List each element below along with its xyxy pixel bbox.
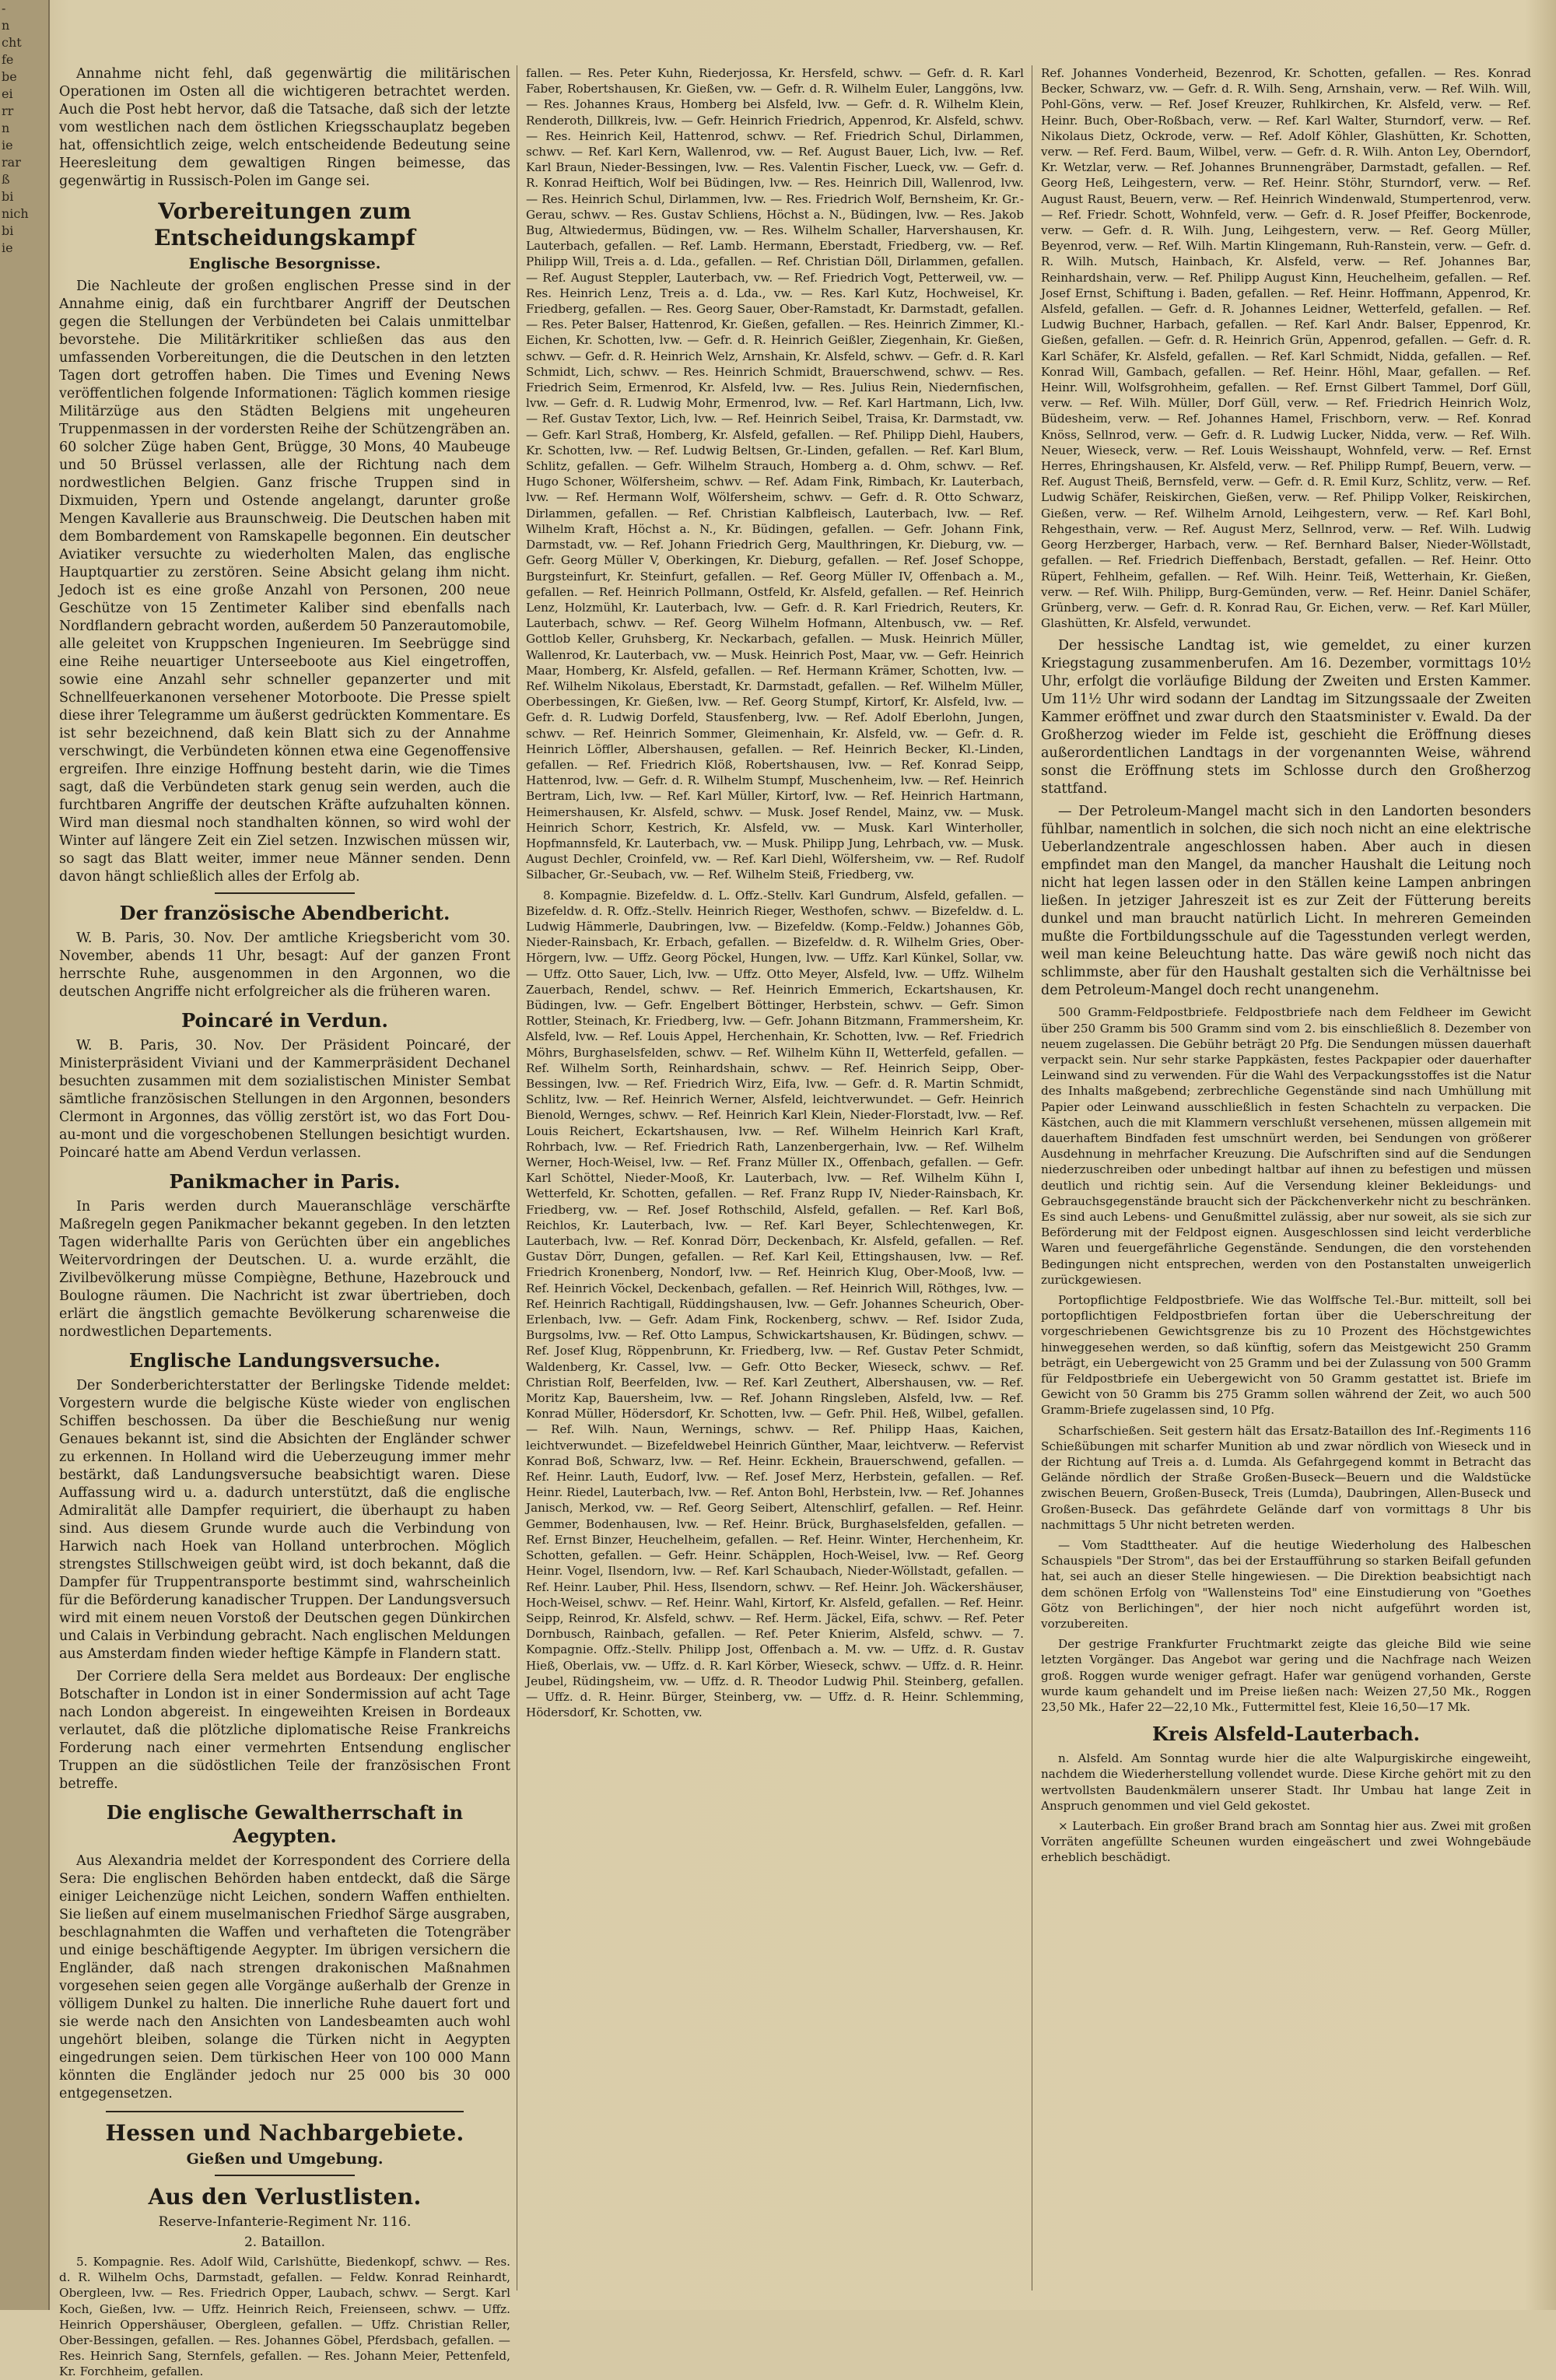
gutter-fragment: ie [2,138,13,152]
article-paragraph: Der Sonderberichterstatter der Berlingske Tidende meldet: Vorgestern wurde die belgische Küste wieder von englischen Schiffen beschossen. Da über die Beschießung nur wenig Genaues bekannt ist, sind die Absichten der Engländer schwer zu erkennen. In Holland wird die Ueberzeugung immer mehr bestärkt, daß Landungsversuche beabsichtigt waren. Diese Auffassung wird u. a. dadurch unterstützt, daß die englische Admiralität alle Dampfer requiriert, die überhaupt zu haben sind. Aus diesem Grunde wurde auch die Verbindung von Harwich nach Hoek van Holland unterbrochen. Möglich strengstes Stillschweigen geübt wird, ist doch bekannt, daß die Dampfer für Truppentransporte bestimmt sind, wahrscheinlich für die Beförderung kanadischer Truppen. Der Landungsversuch wird mit einem neuen Vorstoß der Deutschen gegen Dünkirchen und Calais in Verbindung gebracht. Nach englischen Meldungen aus Amsterdam finden wieder heftige Kämpfe in Flandern statt. [59,1378,510,1662]
casualty-list: 8. Kompagnie. Bizefeldw. d. L. Offz.-Stellv. Karl Gundrum, Alsfeld, gefallen. — Bizefeldw. d. R. Offz.-Stellv. Heinrich Rieger, Westhofen, schwv. — Bizefeldw. d. L. Ludwig Hämmerle, Daubringen, lvw. — Bizefeldw. (Komp.-Feldw.) Johannes Göb, Nieder-Rainsbach, Kr. Erbach, gefallen. — Bizefeldw. d. R. Wilhelm Gries, Ober-Hörgern, lvw. — Uffz. Georg Pöckel, Hungen, lvw. — Uffz. Karl Künkel, Sollar, vw. — Uffz. Otto Sauer, Lich, lvw. — Uffz. Otto Meyer, Alsfeld, lvw. — Uffz. Wilhelm Zauerbach, Rendel, schwv. — Ref. Heinrich Emmerich, Eckartshausen, Kr. Büdingen, lvw. — Gefr. Engelbert Böttinger, Herbstein, schwv. — Gefr. Simon Rottler, Steinach, Kr. Friedberg, lvw. — Gefr. Johann Bitzmann, Frammersheim, Kr. Alsfeld, lvw. — Ref. Louis Appel, Herchenhain, Kr. Schotten, lvw. — Ref. Friedrich Möhrs, Burghaselsfelden, schwv. — Ref. Wilhelm Kühn II, Wetterfeld, gefallen. — Ref. Wilhelm Sorth, Reinhardshain, schwv. — Ref. Heinrich Seipp, Ober-Bessingen, lvw. — Ref. Friedrich Wirz, Eifa, lvw. — Gefr. d. R. Martin Schmidt, Schlitz, lvw. — Ref. Heinrich Werner, Alsfeld, leichtverwundet. — Gefr. Heinrich Bienold, Wernges, schwv. — Ref. Heinrich Karl Klein, Nieder-Florstadt, lvw. — Ref. Louis Reichert, Eckartshausen, lvw. — Ref. Wilhelm Heinrich Karl Kraft, Rohrbach, lvw. — Ref. Friedrich Rath, Lanzenbergerhain, lvw. — Ref. Wilhelm Werner, Hoch-Weisel, lvw. — Ref. Franz Müller IX., Offenbach, gefallen. — Gefr. Karl Schöttel, Nieder-Mooß, Kr. Lauterbach, lvw. — Ref. Wilhelm Kühn I, Wetterfeld, Kr. Schotten, gefallen. — Ref. Franz Rupp IV, Nieder-Rainsbach, Kr. Friedberg, vw. — Ref. Josef Rothschild, Alsfeld, gefallen. — Ref. Karl Boß, Reichlos, Kr. Lauterbach, lvw. — Ref. Karl Beyer, Schlechtenwegen, Kr. Lauterbach, lvw. — Ref. Konrad Dörr, Deckenbach, Kr. Alsfeld, gefallen. — Ref. Gustav Dörr, Dungen, gefallen. — Ref. Karl Keil, Ettingshausen, lvw. — Ref. Friedrich Kronenberg, Nondorf, lvw. — Ref. Heinrich Klug, Ober-Mooß, lvw. — Ref. Heinrich Vöckel, Deckenbach, gefallen. — Ref. Heinrich Will, Röthges, lvw. — Ref. Heinrich Rachtigall, Rüddingshausen, lvw. — Gefr. Johannes Scheurich, Ober-Erlenbach, lvw. — Gefr. Adam Fink, Rockenberg, schwv. — Ref. Isidor Zuda, Burgsolms, lvw. — Ref. Otto Lampus, Schwickartshausen, Kr. Büdingen, schwv. — Ref. Josef Klug, Röppenbrunn, Kr. Friedberg, lvw. — Ref. Gustav Peter Schmidt, Waldenberg, Kr. Cassel, lvw. — Gefr. Otto Becker, Wieseck, schwv. — Ref. Christian Rolf, Beerfelden, lvw. — Ref. Karl Zeuthert, Albershausen, vw. — Ref. Moritz Kap, Bauersheim, lvw. — Ref. Johann Ringsleben, Alsfeld, lvw. — Ref. Konrad Müller, Hödersdorf, Kr. Schotten, lvw. — Gefr. Phil. Heß, Wilbel, gefallen. — Ref. Wilh. Naun, Wernings, schwv. — Ref. Philipp Haas, Kaichen, leichtverwundet. — Bizefeldwebel Heinrich Günther, Maar, leichtverw. — Refervist Konrad Boß, Schwarz, lvw. — Ref. Heinr. Eckhein, Brauerschwend, gefallen. — Ref. Heinr. Lauth, Eudorf, lvw. — Ref. Josef Merz, Herbstein, gefallen. — Ref. Heinr. Riedel, Lauterbach, lvw. — Ref. Anton Bohl, Herbstein, lvw. — Ref. Johannes Janisch, Merkod, vw. — Ref. Georg Seibert, Altenschlirf, gefallen. — Ref. Heinr. Gemmer, Bodenhausen, lvw. — Ref. Heinr. Brück, Burghaselsfelden, gefallen. — Ref. Ernst Binzer, Heuchelheim, gefallen. — Ref. Heinr. Winter, Herchenheim, Kr. Schotten, gefallen. — Gefr. Heinr. Schäpplen, Hoch-Weisel, lvw. — Ref. Georg Heinr. Vogel, Ilsendorn, lvw. — Ref. Karl Schaubach, Nieder-Wöllstadt, gefallen. — Ref. Heinr. Lauber, Phil. Hess, Ilsendorn, schwv. — Ref. Heinr. Joh. Wäckershäuser, Hoch-Weisel, schwv. — Ref. Heinr. Wahl, Kirtorf, Kr. Alsfeld, gefallen. — Ref. Heinr. Seipp, Reinrod, Kr. Alsfeld, schwv. — Ref. Herm. Jäckel, Eifa, schwv. — Ref. Peter Dornbusch, Rainbach, gefallen. — Ref. Peter Knierim, Alsfeld, schwv. — 7. Kompagnie. Offz.-Stellv. Philipp Jost, Offenbach a. M. vw. — Uffz. d. R. Gustav Hieß, Oberlais, vw. — Uffz. d. R. Karl Körber, Wieseck, schwv. — Uffz. d. R. Heinr. Jeubel, Rüdingsheim, vw. — Uffz. d. R. Theodor Ludwig Phil. Steinberg, gefallen. — Uffz. d. R. Heinr. Bürger, Steinberg, vw. — Uffz. d. R. Heinr. Schlemming, Hödersdorf, Kr. Schotten, vw. [526,888,1024,1720]
article-paragraph: Aus Alexandria meldet der Korrespondent des Corriere della Sera: Die englischen Behörden haben entdeckt, daß die Särge einiger Leichenzüge nicht Leichen, sondern Waffen enthielten. Sie ließen auf einem muselmanischen Friedhof Särge ausgraben, beschlagnahmten die Waffen und verhafteten die Totengräber und einige beschäftigende Aegypter. Im übrigen versichern die Engländer, daß nach strengen drakonischen Maßnahmen vorgesehen seien gegen alle Vorgänge außerhalb der Grenze in völligem Dunkel zu halten. Die innerliche Ruhe dauert fort und sie werde nach den Ansichten von Landesbeamten auch wohl ungehört bleiben, solange die Türken nicht in Aegypten eingedrungen seien. Dem türkischen Heer von 100 000 Mann könnten die Engländer jedoch nur 25 000 bis 30 000 entgegensetzen. [59,1853,510,2101]
gutter-fragment: fe [2,52,14,67]
column-1 [59,65,510,2379]
battalion-label: 2. Bataillon. [244,2235,326,2250]
article-scharfschiessen: Scharfschießen. Seit gestern hält das Ersatz-Bataillon des Inf.-Regiments 116 Schießübungen mit scharfer Munition ab und zwar nördlich von Wieseck und in der Richtung auf Treis a. d. Lumda. Als Gefahrgegend kommt in Betracht das Gelände nördlich der Straße Großen-Buseck—Beuern und die Waldstücke zwischen Beuern, Großen-Buseck, Treis (Lumda), Daubringen, Allen-Buseck und Großen-Buseck. Das gefährdete Gelände darf von vormittags 8 Uhr bis nachmittags 5 Uhr nicht betreten werden. [1041,1423,1531,1532]
casualty-list: fallen. — Res. Peter Kuhn, Riederjossa, Kr. Hersfeld, schwv. — Gefr. d. R. Karl Faber, Robertshausen, Kr. Gießen, vw. — Gefr. d. R. Wilhelm Euler, Langgöns, lvw. — Res. Johannes Kraus, Homberg bei Alsfeld, lvw. — Gefr. d. R. Wilhelm Klein, Renderoth, Dillkreis, lvw. — Gefr. Heinrich Friedrich, Appenrod, Kr. Alsfeld, schwv. — Res. Heinrich Keil, Hattenrod, schwv. — Ref. Friedrich Schul, Dirlammen, schwv. — Ref. Karl Kern, Wallenrod, vw. — Ref. August Bauer, Lich, lvw. — Ref. Karl Braun, Nieder-Bessingen, lvw. — Res. Valentin Fischer, Lueck, vw. — Gefr. d. R. Konrad Heiftich, Wolf bei Büdingen, lvw. — Res. Heinrich Dill, Wallenrod, lvw. — Res. Heinrich Schul, Dirlammen, lvw. — Res. Friedrich Wolf, Bernsheim, Kr. Gr.-Gerau, schwv. — Res. Gustav Schliens, Höchst a. N., Büdingen, lvw. — Res. Jakob Bug, Altwiedermus, Büdingen, vw. — Res. Wilhelm Schaller, Harvershausen, Kr. Lauterbach, gefallen. — Ref. Lamb. Hermann, Eberstadt, Friedberg, vw. — Ref. Philipp Will, Treis a. d. Lda., gefallen. — Ref. Christian Döll, Dirlammen, gefallen. — Ref. August Steppler, Lauterbach, vw. — Ref. Friedrich Vogt, Petterweil, vw. — Res. Heinrich Lenz, Treis a. d. Lda., vw. — Res. Karl Kutz, Hochweisel, Kr. Friedberg, gefallen. — Res. Georg Sauer, Ober-Ramstadt, Kr. Darmstadt, gefallen. — Res. Peter Balser, Hattenrod, Kr. Gießen, gefallen. — Res. Heinrich Zimmer, Kl.-Eichen, Kr. Schotten, lvw. — Gefr. d. R. Heinrich Geißler, Ziegenhain, Kr. Gießen, schwv. — Gefr. d. R. Heinrich Welz, Arnshain, Kr. Alsfeld, schwv. — Gefr. d. R. Karl Schmidt, Lich, schwv. — Res. Heinrich Schmidt, Brauerschwend, schwv. — Res. Friedrich Seim, Ermenrod, Kr. Alsfeld, lvw. — Res. Julius Rein, Niedernfischen, lvw. — Gefr. d. R. Ludwig Mohr, Ermenrod, lvw. — Ref. Karl Hartmann, Lich, lvw. — Ref. Gustav Textor, Lich, lvw. — Ref. Heinrich Seibel, Traisa, Kr. Darmstadt, vw. — Gefr. Karl Straß, Homberg, Kr. Alsfeld, gefallen. — Ref. Philipp Diehl, Haubers, Kr. Schotten, lvw. — Ref. Ludwig Beltsen, Gr.-Linden, gefallen. — Ref. Karl Blum, Schlitz, gefallen. — Gefr. Wilhelm Strauch, Homberg a. d. Ohm, schwv. — Ref. Hugo Schoner, Wölfersheim, schwv. — Ref. Adam Fink, Rimbach, Kr. Lauterbach, lvw. — Ref. Hermann Wolf, Wölfersheim, schwv. — Gefr. d. R. Otto Schwarz, Dirlammen, gefallen. — Ref. Christian Kalbfleisch, Lauterbach, lvw. — Ref. Wilhelm Kraft, Höchst a. N., Kr. Büdingen, gefallen. — Gefr. Johann Fink, Darmstadt, vw. — Ref. Johann Friedrich Gerg, Maulthringen, Kr. Dieburg, vw. — Gefr. Georg Müller V, Oberkingen, Kr. Dieburg, gefallen. — Ref. Josef Schoppe, Burgsteinfurt, Kr. Steinfurt, gefallen. — Ref. Georg Müller IV, Offenbach a. M., gefallen. — Ref. Heinrich Pollmann, Ostfeld, Kr. Alsfeld, gefallen. — Ref. Heinrich Lenz, Holzmühl, Kr. Lauterbach, lvw. — Gefr. d. R. Karl Friedrich, Reuters, Kr. Lauterbach, schwv. — Ref. Georg Wilhelm Hofmann, Altenbusch, vw. — Ref. Gottlob Keller, Gruhsberg, Kr. Neckarbach, gefallen. — Musk. Heinrich Müller, Wallenrod, Kr. Lauterbach, vw. — Musk. Heinrich Post, Maar, vw. — Gefr. Heinrich Maar, Homberg, Kr. Alsfeld, gefallen. — Ref. Hermann Krämer, Schotten, lvw. — Ref. Wilhelm Nikolaus, Eberstadt, Kr. Darmstadt, gefallen. — Ref. Wilhelm Müller, Oberbessingen, Kr. Gießen, lvw. — Ref. Georg Stumpf, Kirtorf, Kr. Alsfeld, lvw. — Gefr. d. R. Ludwig Dorfeld, Stausfenberg, lvw. — Ref. Adolf Eberlohn, Jungen, schwv. — Ref. Heinrich Sommer, Gleimenhain, Kr. Alsfeld, vw. — Gefr. d. R. Heinrich Löffler, Albershausen, gefallen. — Ref. Heinrich Becker, Kl.-Linden, gefallen. — Ref. Friedrich Klöß, Robertshausen, lvw. — Ref. Konrad Seipp, Hattenrod, lvw. — Gefr. d. R. Wilhelm Stumpf, Muschenheim, lvw. — Ref. Heinrich Bertram, Lich, lvw. — Ref. Karl Müller, Kirtorf, lvw. — Ref. Heinrich Hartmann, Heimershausen, Kr. Alsfeld, schwv. — Musk. Josef Rendel, Mainz, vw. — Musk. Heinrich Schorr, Kestrich, Kr. Alsfeld, vw. — Musk. Karl Winterholler, Hopfmannsfeld, Kr. Lauterbach, vw. — Musk. Philipp Jung, Lehrbach, vw. — Musk. August Dechler, Croinfeld, vw. — Ref. Karl Diehl, Wölfersheim, vw. — Ref. Rudolf Silbacher, Gr.-Seubach, vw. — Ref. Wilhelm Steiß, Friedberg, vw. [526,66,1024,882]
article-feldpost: 500 Gramm-Feldpostbriefe. Feldpostbriefe nach dem Feldheer im Gewicht über 250 Gramm bis 500 Gramm sind vom 2. bis einschließlich 8. Dezember von neuem zugelassen. Die Gebühr beträgt 20 Pfg. Die Sendungen müssen dauerhaft verpackt sein. Nur sehr starke Pappkästen, festes Packpapier oder dauerhafter Leinwand sind zu verwenden. Für die Wahl des Verpackungsstoffes ist die Natur des Inhalts maßgebend; zerbrechliche Gegenstände sind nach Umhüllung mit Papier oder Leinwand ausschließlich in festen Schachteln zu verpacken. Die Kästchen, auch die mit Klammern verschlußt versehenen, müssen allgemein mit dauerhaftem Bindfaden fest umschnürt werden, bei Sendungen von größerer Ausdehnung in mehrfacher Kreuzung. Die Aufschriften sind auf die Sendungen niederzuschreiben oder unbedingt haltbar auf ihnen zu befestigen und müssen deutlich und richtig sein. Auf die Versendung kleiner Bekleidungs- und Gebrauchsgegenstände braucht sich der Päckchenverkehr nicht zu beschränken. Es sind auch Lebens- und Genußmittel zulässig, aber nur soweit, als sie sich zur Beförderung mit der Feldpost eignen. Ausgeschlossen sind leicht verderbliche Waren und feuergefährliche Gegenstände. Sendungen, die den vorstehenden Bedingungen nicht entsprechen, werden von den Postanstalten unweigerlich zurückgewiesen. [1041,1005,1531,1287]
gutter-fragment: n [2,18,10,33]
column-2 [526,65,1024,2291]
article-paragraph: W. B. Paris, 30. Nov. Der Präsident Poincaré, der Ministerpräsident Viviani und der Kammerpräsident Dechanel besuchten zusammen mit dem sozialistischen Minister Sembat sämtliche französischen Stellungen in den Argonnen, besonders Clermont in Argonnes, das völlig zerstört ist, wo das Fort Dou-au-mont und die vorgeschobenen Stellungen besichtigt wurden. Poincaré hatte am Abend Verdun verlassen. [59,1038,510,1161]
headline-casualty-lists: Aus den Verlustlisten. [148,2184,422,2210]
article-alsfeld: n. Alsfeld. Am Sonntag wurde hier die alte Walpurgiskirche eingeweiht, nachdem die Wiederherstellung vollendet wurde. Diese Kirche gehört mit zu den wertvollsten Baudenkmälern unserer Stadt. Ihr Umbau hat lange Zeit in Anspruch genommen und viel Geld gekostet. [1041,1751,1531,1813]
headline-poincare: Poincaré in Verdun. [181,1009,388,1032]
section-heading-hessen: Hessen und Nachbargebiete. [105,2120,464,2146]
gutter-fragment: - [2,1,6,16]
gutter-fragment: n [2,121,10,135]
gutter-fragment: rr [2,103,14,118]
section-heading-kreis: Kreis Alsfeld-Lauterbach. [1151,1723,1421,1746]
article-paragraph: In Paris werden durch Maueranschläge verschärfte Maßregeln gegen Panikmacher bekannt gegeben. In den letzten Tagen widerhallte Paris von Gerüchten über ein angebliches Weitervordringen der Deutschen. U. a. wurde erzählt, die Zivilbevölkerung müsse Compiègne, Bethune, Hazebrouck und Boulogne räumen. Die Nachricht ist zwar übertrieben, doch erlärt die ängstlich gemachte Bevölkerung scharenweise die nordwestlichen Departements. [59,1199,510,1340]
divider [215,2175,355,2176]
casualty-list: 5. Kompagnie. Res. Adolf Wild, Carlshütte, Biedenkopf, schwv. — Res. d. R. Wilhelm Ochs, Darmstadt, gefallen. — Feldw. Konrad Reinhardt, Obergleen, lvw. — Res. Friedrich Opper, Laubach, schwv. — Sergt. Karl Koch, Gießen, lvw. — Uffz. Heinrich Reich, Freienseen, schwv. — Uffz. Heinrich Oppershäuser, Obergleen, gefallen. — Uffz. Christian Reller, Ober-Bessingen, gefallen. — Res. Johannes Göbel, Pferdsbach, gefallen. — Res. Heinrich Sang, Sternfels, gefallen. — Res. Johann Meier, Pettenfeld, Kr. Forchheim, gefallen. [59,2255,510,2379]
article-paragraph: Der Corriere della Sera meldet aus Bordeaux: Der englische Botschafter in London ist in einer Sondermission auf acht Tage nach London abgereist. In eingeweihten Kreisen in Bordeaux verlautet, daß die plötzliche diplomatische Reise Frankreichs Forderung nach einer vermehrten Entsendung englischer Truppen an die südöstlichen Teile der französischen Front betreffe. [59,1669,510,1792]
article-paragraph: W. B. Paris, 30. Nov. Der amtliche Kriegsbericht vom 30. November, abends 11 Uhr, besagt: Auf der ganzen Front herrschte Ruhe, ausgenommen in den Argonnen, wo die deutschen Angriffe nicht erfolgreicher als die früheren waren. [59,931,510,1000]
headline-egypt: Die englische Gewaltherrschaft in Aegypten. [106,1801,464,1847]
article-lauterbach: × Lauterbach. Ein großer Brand brach am Sonntag hier aus. Zwei mit großen Vorräten angefüllte Scheunen wurden eingeäschert und zwei Wohngebäude erheblich beschädigt. [1041,1819,1531,1865]
subheadline-english-concerns: Englische Besorgnisse. [188,255,381,272]
gutter-fragment: nich [2,206,29,221]
divider [215,892,355,894]
divider [106,2111,464,2112]
article-fruchtmarkt: Der gestrige Frankfurter Fruchtmarkt zeigte das gleiche Bild wie seine letzten Vorgänger. Das Angebot war gering und die Nachfrage nach Weizen groß. Roggen wurde weniger gefragt. Hafer war genügend vorhanden, Gerste wurde kaum gehandelt und im Preise ließen nach: Weizen 27,50 Mk., Roggen 23,50 Mk., Hafer 22—22,10 Mk., Futtermittel fest, Kleie 16,50—17 Mk. [1041,1637,1531,1715]
gutter-fragment: ie [2,240,13,255]
headline-landing: Englische Landungsversuche. [128,1349,441,1372]
article-landtag: Der hessische Landtag ist, wie gemeldet, zu einer kurzen Kriegstagung zusammenberufen. Am 16. Dezember, vormittags 10½ Uhr, erfolgt die vorläufige Bildung der Zweiten und Ersten Kammer. Um 11½ Uhr wird sodann der Landtag im Sitzungssaale der Zweiten Kammer eröffnet und zwar durch den Staatsminister v. Ewald. Da der Großherzog wieder im Felde ist, geschieht die Eröffnung dieses außerordentlichen Landtags in der vorgenannten Weise, während sonst die Eröffnung stets im Schlosse durch den Großherzog stattfand. [1041,638,1531,797]
article-theater: — Vom Stadttheater. Auf die heutige Wiederholung des Halbeschen Schauspiels "Der Strom", das bei der Erstaufführung so starken Beifall gefunden hat, sei auch an dieser Stelle hingewiesen. — Die Direktion beabsichtigt nach dem schönen Erfolg von "Wallensteins Tod" eine Einstudierung von "Goethes Götz von Berlichingen", der hier noch nicht aufgeführt worden ist, vorzubereiten. [1041,1538,1531,1632]
gutter-fragment: ß [2,172,10,187]
article-porto: Portopflichtige Feldpostbriefe. Wie das Wolffsche Tel.-Bur. mitteilt, soll bei portopflichtigen Feldpostbriefen fortan über die Ueberschreitung der vorgeschriebenen Gewichtsgrenze bis zu 10 Prozent des Höchstgewichtes hinweggesehen werden, so daß künftig, sofern das Meistgewicht 250 Gramm beträgt, ein Uebergewicht von 25 Gramm und bei der Zulassung von 500 Gramm für Feldpostbriefe ein Uebergewicht von 50 Gramm gestattet ist. Briefe im Gewicht von 50 Gramm bis 275 Gramm sollen während der Zeit, wo auch 500 Gramm-Briefe zugelassen sind, 10 Pfg. [1041,1292,1531,1418]
casualty-list: Ref. Johannes Vonderheid, Bezenrod, Kr. Schotten, gefallen. — Res. Konrad Becker, Schwarz, vw. — Gefr. d. R. Wilh. Seng, Arnshain, verw. — Ref. Wilh. Will, Pohl-Göns, verw. — Ref. Josef Kreuzer, Ruhlkirchen, Kr. Alsfeld, verw. — Ref. Heinr. Buch, Ober-Roßbach, verw. — Ref. Karl Walter, Sturndorf, verw. — Ref. Nikolaus Dietz, Ockrode, verw. — Ref. Adolf Köhler, Glashütten, Kr. Schotten, verw. — Ref. Ferd. Baum, Wilbel, verw. — Gefr. d. R. Wilh. Anton Ley, Oberndorf, Kr. Wetzlar, verw. — Ref. Johannes Brunnengräber, Darmstadt, gefallen. — Ref. Georg Heß, Leihgestern, verw. — Ref. Heinr. Stöhr, Sturndorf, verw. — Ref. August Raust, Beuern, verw. — Ref. Heinrich Windenwald, Stumpertenrod, verw. — Ref. Friedr. Schott, Wohnfeld, verw. — Gefr. d. R. Josef Pfeiffer, Bockenrode, verw. — Gefr. d. R. Wilh. Jung, Leihgestern, verw. — Ref. Georg Müller, Beyenrod, verw. — Ref. Wilh. Martin Klingemann, Ruh-Ranstein, verw. — Gefr. d. R. Wilh. Mutsch, Hainbach, Kr. Alsfeld, verw. — Ref. Johannes Bar, Reinhardshain, verw. — Ref. Philipp August Kinn, Heuchelheim, gefallen. — Ref. Josef Ernst, Schiftung i. Baden, gefallen. — Ref. Heinr. Hoffmann, Appenrod, Kr. Alsfeld, gefallen. — Gefr. d. R. Johannes Leidner, Wetterfeld, gefallen. — Ref. Ludwig Buchner, Harbach, gefallen. — Ref. Karl Andr. Balser, Eppenrod, Kr. Gießen, gefallen. — Gefr. d. R. Heinrich Grün, Appenrod, gefallen. — Gefr. d. R. Karl Schäfer, Kr. Alsfeld, gefallen. — Ref. Karl Schmidt, Nidda, gefallen. — Ref. Konrad Will, Gambach, gefallen. — Ref. Heinr. Höhl, Maar, gefallen. — Ref. Heinr. Will, Wolfsgrohheim, gefallen. — Ref. Ernst Gilbert Tammel, Dorf Güll, verw. — Ref. Wilh. Müller, Dorf Güll, verw. — Ref. Friedrich Heinrich Wolz, Büdesheim, verw. — Ref. Johannes Hamel, Frischborn, verw. — Ref. Konrad Knöss, Sellnrod, verw. — Gefr. d. R. Ludwig Lucker, Nidda, verw. — Ref. Wilh. Neuer, Wieseck, verw. — Ref. Louis Weisshaupt, Wohnfeld, verw. — Ref. Ernst Herres, Ehringshausen, Kr. Alsfeld, verw. — Ref. Philipp Rumpf, Beuern, verw. — Ref. August Theiß, Bernsfeld, verw. — Gefr. d. R. Emil Kurz, Schlitz, verw. — Ref. Ludwig Schäfer, Reiskirchen, Gießen, verw. — Ref. Philipp Volker, Reiskirchen, Gießen, verw. — Ref. Wilhelm Arnold, Leihgestern, verw. — Ref. Karl Bohl, Rehgesthain, verw. — Ref. August Merz, Sellnrod, verw. — Ref. Wilh. Ludwig Georg Herzberger, Harbach, verw. — Ref. Bernhard Balser, Nieder-Wöllstadt, gefallen. — Ref. Friedrich Dieffenbach, Berstadt, gefallen. — Ref. Heinr. Otto Rüpert, Fehlheim, gefallen. — Ref. Wilh. Heinr. Teiß, Wetterhain, Kr. Gießen, verw. — Ref. Wilh. Philipp, Burg-Gemünden, verw. — Ref. Heinr. Daniel Schäfer, Grünberg, verw. — Gefr. d. R. Konrad Rau, Gr. Eichen, verw. — Ref. Karl Müller, Glashütten, Kr. Alsfeld, verwundet. [1041,66,1531,631]
gutter-fragment: ei [2,86,13,101]
article-paragraph: Die Nachleute der großen englischen Presse sind in der Annahme einig, daß ein furchtbarer Angriff der Deutschen gegen die Stellungen der Verbündeten bei Calais unmittelbar bevorstehe. Die Militärkritiker schließen das aus den umfassenden Vorbereitungen, die die Deutschen in den letzten Tagen dort getroffen haben. Die Times und Evening News veröffentlichen folgende Informationen: Täglich kommen riesige Militärzüge aus den Städten Belgiens mit ungeheuren Truppenmassen in der vordersten Reihe der Schützengräben an. 60 solcher Züge haben Gent, Brügge, 30 Mons, 40 Maubeuge und 50 Brüssel verlassen, alle der Richtung nach dem nordwestlichen Belgien. Ganz frische Truppen sind in Dixmuiden, Ypern und Ostende angelangt, darunter große Mengen Kavallerie aus Braunschweig. Die Deutschen haben mit dem Bombardement von Ramskapelle begonnen. Ein deutscher Aviatiker versuchte zu wiederholten Malen, das englische Hauptquartier zu zerstören. Seine Absicht gelang ihm nicht. Jedoch ist es eine große Anzahl von Personen, 200 neue Geschütze von 15 Zentimeter Kaliber sind ebenfalls nach Nordflandern gebracht worden, außerdem 50 Panzerautomobile, alle geleitet von Kruppschen Ingenieuren. Im Seebrügge sind eine Reihe neuartiger Unterseeboote aus Kiel eingetroffen, sowie eine Anzahl sehr schneller gepanzerter und mit Schnellfeuerkanonen versehener Motorboote. Die Presse spielt diese ihrer Telegramme um äußerst gedrückten Kommentare. Es ist sehr bezeichnend, daß kein Blatt sich zu der Annahme verschwingt, die Verbündeten können etwa eine Gegenoffensive ergreifen. Ihre einzige Hoffnung besteht darin, wie die Times sagt, daß die Verbündeten stark genug sein werden, auch die furchtbaren Angriffe der deutschen Kräfte aufzuhalten können. Wird man diesmal noch standhalten können, so wird wohl der Winter auf längere Zeit ein Ziel setzen. Inzwischen müssen wir, so sagt das Blatt weiter, immer neue Männer senden. Denn davon hängt schließlich alles der Erfolg ab. [59,279,510,885]
headline-decisive-battle: Vorbereitungen zum Entscheidungskampf [153,198,416,251]
adjacent-page-edge [0,0,50,2310]
gutter-fragment: bi [2,223,14,238]
headline-panic: Panikmacher in Paris. [169,1170,401,1193]
subheading-giessen: Gießen und Umgebung. [186,2150,384,2168]
gutter-fragment: bi [2,189,14,204]
headline-french-report: Der französische Abendbericht. [119,902,450,924]
column-3 [1041,65,1531,2291]
intro-paragraph: Annahme nicht fehl, daß gegenwärtig die militärischen Operationen im Osten all die wichtigeren betrachtet werden. Auch die Post hebt hervor, daß die Tatsache, daß sich der letzte vom westlichen nach dem östlichen Kriegsschauplatz begeben hat, offensichtlich zeige, welch entscheidende Bedeutung seine Heeresleitung dem gewaltigen Ringen beimesse, das gegenwärtig in Russisch-Polen im Gange sei. [59,66,510,189]
gutter-fragment: rar [2,155,21,170]
gutter-fragment: be [2,69,17,84]
article-petroleum: — Der Petroleum-Mangel macht sich in den Landorten besonders fühlbar, namentlich in solchen, die sich noch nicht an eine elektrische Ueberlandzentrale angeschlossen haben. Aber auch in diesen empfindet man den Mangel, da mancher Haushalt die Leitung noch nicht hat legen lassen oder in den Ställen keine Lampen anbringen ließen. In jetziger Jahreszeit ist es zur Zeit der Fütterung bereits dunkel und man braucht natürlich Licht. In mehreren Gemeinden mußte die Fortbildungsschule auf die Tagesstunden verlegt werden, weil man keine Beleuchtung hatte. Das wäre gewiß noch nicht das schlimmste, aber für den Haushalt gestalten sich die Verhältnisse bei dem Petroleum-Mangel doch recht unangenehm. [1041,804,1531,999]
regiment-label: Reserve-Infanterie-Regiment Nr. 116. [158,2214,412,2230]
gutter-fragment: cht [2,35,22,50]
